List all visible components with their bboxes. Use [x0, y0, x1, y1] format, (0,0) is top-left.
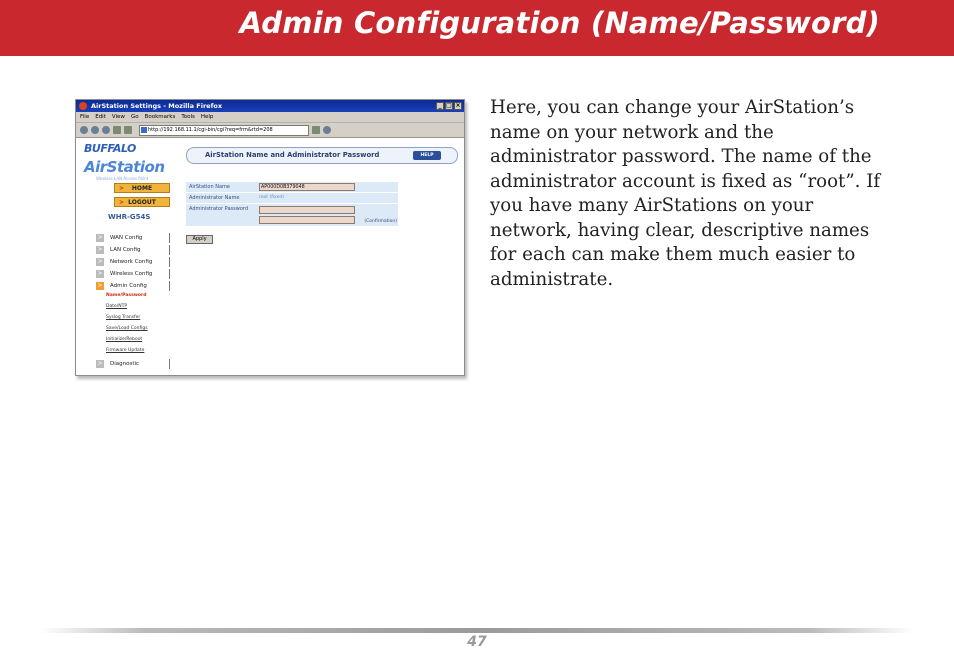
help-button: HELP	[413, 151, 441, 160]
close-icon: ×	[455, 102, 461, 109]
menu-bar	[76, 112, 464, 123]
print-icon	[124, 126, 132, 134]
logout-button: > LOGOUT	[114, 197, 170, 207]
airstation-name-row	[186, 182, 398, 192]
go-icon	[312, 126, 320, 134]
airstation-sidebar	[76, 138, 176, 375]
minimize-icon: _	[436, 102, 444, 110]
confirmation-label: (Confirmation)	[364, 219, 397, 224]
menu-help: Help	[200, 114, 214, 120]
admin-password-confirm-field	[259, 216, 355, 224]
menu-tools: Tools	[181, 114, 195, 120]
airstation-name-label: AirStation Name	[189, 184, 230, 190]
page-header	[0, 0, 954, 56]
admin-password-field	[259, 206, 355, 214]
nav-diagnostic: > Diagnostic	[94, 359, 170, 369]
menu-go: Go	[130, 114, 139, 120]
subnav-save-load-configs: Save/Load Configs	[106, 326, 148, 331]
browser-content	[76, 138, 464, 375]
nav-admin-config: > Admin Config	[94, 281, 170, 291]
home-button: > HOME	[114, 183, 170, 193]
section-title	[186, 147, 458, 164]
firefox-icon	[79, 102, 87, 110]
maximize-icon: □	[446, 102, 452, 109]
section-title-text: AirStation Name and Administrator Password	[205, 151, 380, 159]
admin-password-row	[186, 204, 398, 226]
subnav-date-ntp: Date/NTP	[106, 304, 128, 309]
nav-wan-config: > WAN Config	[94, 233, 170, 243]
subnav-syslog-transfer: Syslog Transfer	[106, 315, 141, 320]
name-password-form	[186, 182, 398, 227]
url-bar: http://192.168.11.1/cgi-bin/cgi?req=frm&rtd=208	[139, 125, 309, 136]
nav-lan-config: > LAN Config	[94, 245, 170, 255]
airstation-name-field: AP000D0B379048	[259, 183, 355, 191]
window-title: AirStation Settings - Mozilla Firefox	[91, 102, 223, 110]
subnav-initialize-reboot: Initialize/Reboot	[106, 337, 143, 342]
forward-icon	[91, 126, 99, 134]
page-title: Admin Configuration (Name/Password)	[239, 6, 880, 40]
footer-divider	[40, 628, 914, 633]
browser-toolbar	[76, 123, 464, 138]
subnav-firmware-update: Firmware Update	[106, 348, 145, 353]
page-number: 47	[467, 634, 487, 650]
airstation-logo: AirStation	[84, 158, 165, 176]
back-icon	[80, 126, 88, 134]
window-titlebar	[76, 100, 464, 112]
admin-name-value: root (fixed)	[259, 195, 284, 200]
admin-password-label: Administrator Password	[189, 206, 249, 212]
product-subtitle: Wireless LAN Access Point	[96, 176, 149, 181]
reload-icon	[102, 126, 110, 134]
screenshot-figure	[75, 99, 465, 376]
body-text	[490, 96, 890, 292]
search-icon	[323, 126, 331, 134]
menu-edit: Edit	[95, 114, 106, 120]
nav-wireless-config: > Wireless Config	[94, 269, 170, 279]
admin-name-label: Administrator Name	[189, 195, 240, 201]
model-label: WHR-G54S	[108, 213, 151, 221]
menu-file: File	[80, 114, 90, 120]
buffalo-logo: BUFFALO	[84, 142, 136, 155]
settings-main	[186, 138, 459, 375]
menu-view: View	[111, 114, 125, 120]
subnav-name-password: Name/Password	[106, 293, 147, 298]
nav-network-config: > Network Config	[94, 257, 170, 267]
admin-name-row	[186, 193, 398, 203]
body-paragraph: Here, you can change your AirStation’s name on your network and the administrator password. The name of the administrator account is fixed as “root”. If you have many AirStations on your network, having clear, descriptive names for each can make them much easier to administrate.	[490, 97, 881, 290]
menu-bookmarks: Bookmarks	[144, 114, 176, 120]
apply-button: Apply	[186, 235, 213, 244]
home-icon	[113, 126, 121, 134]
window-controls	[436, 102, 462, 110]
